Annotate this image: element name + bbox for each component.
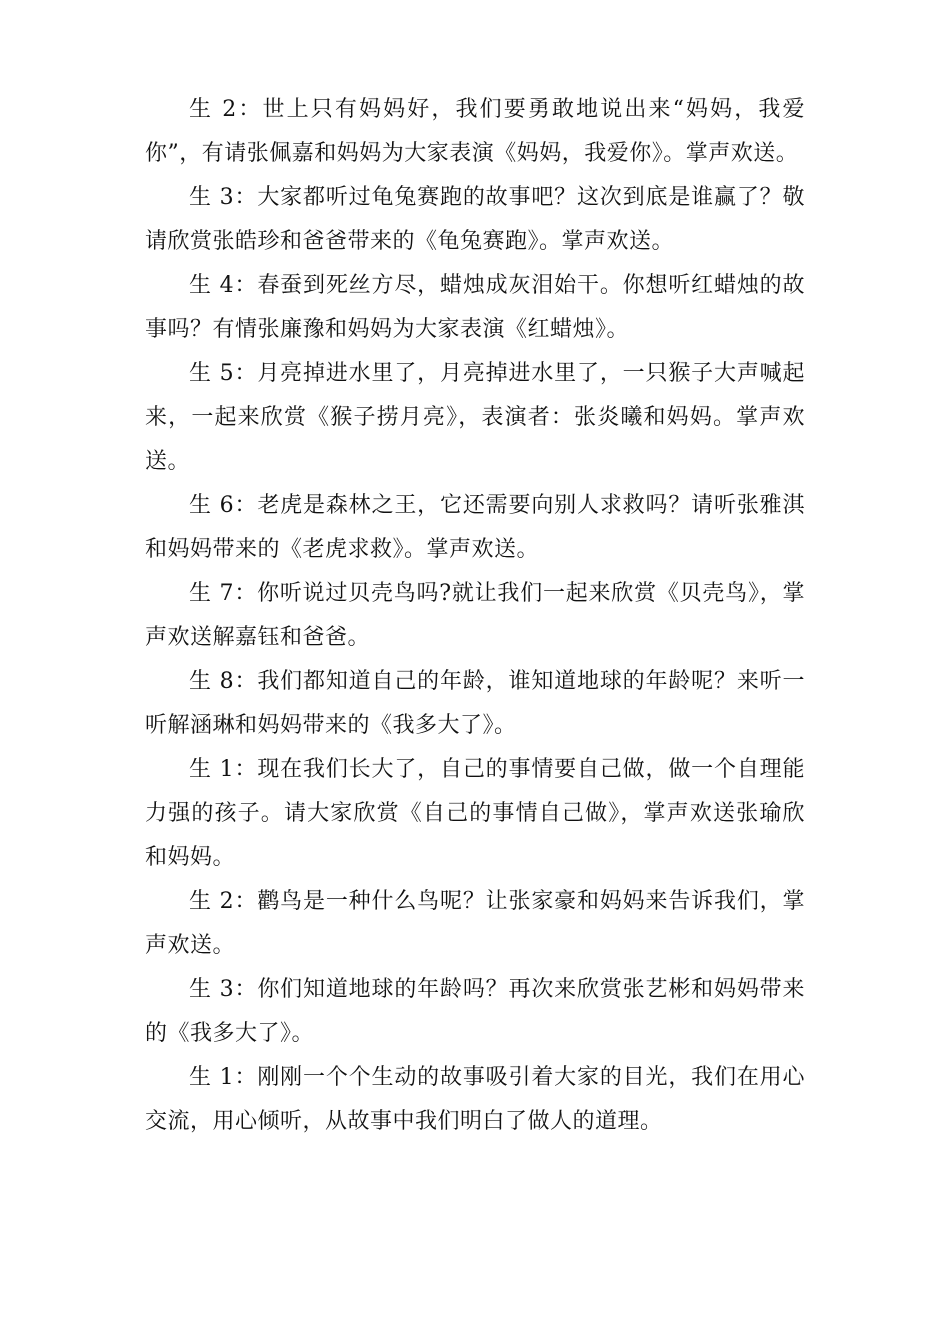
- paragraph-9: 生 2：鹳鸟是一种什么鸟呢？让张家豪和妈妈来告诉我们，掌声欢送。: [145, 889, 805, 958]
- document-body: [145, 88, 805, 1144]
- paragraph-5: 生 6：老虎是森林之王，它还需要向别人求救吗？请听张雅淇和妈妈带来的《老虎求救》。掌声欢送。: [145, 493, 805, 562]
- paragraph-10: 生 3：你们知道地球的年龄吗？再次来欣赏张艺彬和妈妈带来的《我多大了》。: [145, 977, 805, 1046]
- paragraph-2: 生 3：大家都听过龟兔赛跑的故事吧？这次到底是谁赢了？敬请欣赏张皓珍和爸爸带来的《龟兔赛跑》。掌声欢送。: [145, 185, 805, 254]
- paragraph-7: 生 8：我们都知道自己的年龄，谁知道地球的年龄呢？来听一听解涵琳和妈妈带来的《我多大了》。: [145, 669, 805, 738]
- paragraph-1: 生 2：世上只有妈妈好，我们要勇敢地说出来“妈妈，我爱你”，有请张佩嘉和妈妈为大家表演《妈妈，我爱你》。掌声欢送。: [145, 97, 805, 166]
- paragraph-3: 生 4：春蚕到死丝方尽，蜡烛成灰泪始干。你想听红蜡烛的故事吗？有情张廉豫和妈妈为大家表演《红蜡烛》。: [145, 273, 805, 342]
- paragraph-11: 生 1：刚刚一个个生动的故事吸引着大家的目光，我们在用心交流，用心倾听，从故事中我们明白了做人的道理。: [145, 1065, 805, 1134]
- paragraph-6: 生 7：你听说过贝壳鸟吗?就让我们一起来欣赏《贝壳鸟》，掌声欢送解嘉钰和爸爸。: [145, 581, 805, 650]
- paragraph-4: 生 5：月亮掉进水里了，月亮掉进水里了，一只猴子大声喊起来，一起来欣赏《猴子捞月亮》，表演者：张炎曦和妈妈。掌声欢送。: [145, 361, 805, 474]
- paragraph-8: 生 1：现在我们长大了，自己的事情要自己做，做一个自理能力强的孩子。请大家欣赏《自己的事情自己做》，掌声欢送张瑜欣和妈妈。: [145, 757, 805, 870]
